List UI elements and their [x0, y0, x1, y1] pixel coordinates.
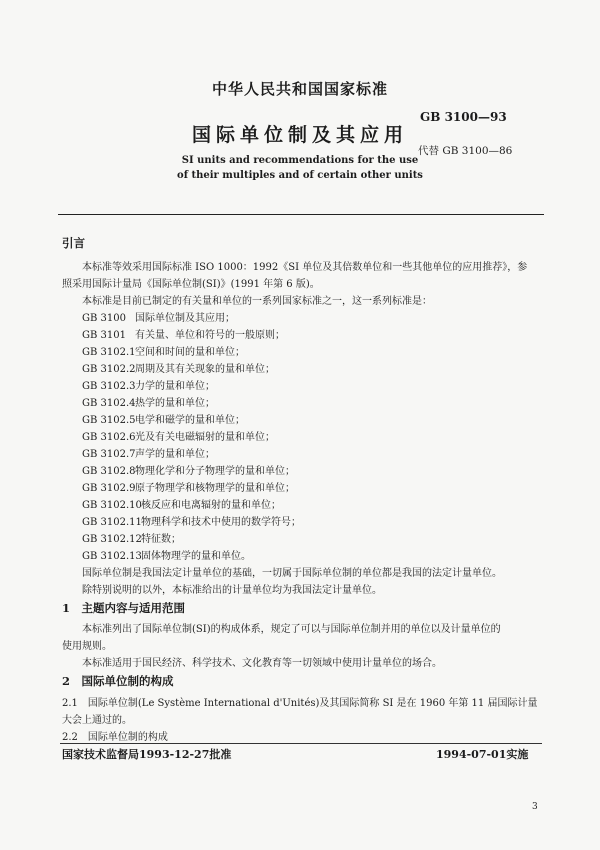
- intro-heading: 引言: [62, 236, 85, 250]
- series-item: [82, 496, 281, 511]
- series-item: [82, 411, 245, 426]
- section-2-1-line-2: 大会上通过的。: [62, 715, 132, 726]
- series-code: GB 3101: [82, 330, 126, 341]
- series-item: [82, 377, 215, 392]
- series-item: [82, 530, 181, 545]
- series-item: [82, 462, 295, 477]
- series-item: [82, 445, 215, 460]
- header-divider: [58, 214, 544, 215]
- section-2-2: 2.2 国际单位制的构成: [62, 732, 168, 743]
- page-number: 3: [532, 802, 538, 812]
- series-name: 固体物理学的量和单位。: [141, 551, 251, 562]
- approval-note: 国家技术监督局1993-12-27批准: [62, 748, 232, 761]
- series-name: 原子物理学和核物理学的量和单位；: [135, 483, 295, 494]
- effective-date: 1994-07-01实施: [436, 748, 529, 761]
- section-2-heading: 2 国际单位制的构成: [62, 674, 174, 688]
- series-code: GB 3102.9: [82, 483, 136, 494]
- series-name: 国际单位制及其应用；: [135, 313, 235, 324]
- series-code: GB 3102.12: [82, 534, 142, 545]
- series-item: [82, 513, 301, 528]
- series-code: GB 3102.13: [82, 551, 142, 562]
- series-item: [82, 547, 251, 562]
- series-item: [82, 428, 275, 443]
- series-item: [82, 479, 295, 494]
- series-item: [82, 343, 245, 358]
- series-code: GB 3102.4: [82, 398, 136, 409]
- series-name: 周期及其有关现象的量和单位；: [135, 364, 275, 375]
- series-code: GB 3102.5: [82, 415, 136, 426]
- section-1-paragraph-1-line-1: 本标准列出了国际单位制(SI)的构成体系，规定了可以与国际单位制并用的单位以及计量单位的: [82, 624, 501, 635]
- series-code: GB 3102.6: [82, 432, 136, 443]
- section-1-paragraph-2: 本标准适用于国民经济、科学技术、文化教育等一切领域中使用计量单位的场合。: [82, 658, 442, 669]
- series-code: GB 3100: [82, 313, 126, 324]
- series-name: 有关量、单位和符号的一般原则；: [135, 330, 285, 341]
- series-code: GB 3102.7: [82, 449, 136, 460]
- series-name: 热学的量和单位；: [135, 398, 215, 409]
- series-name: 声学的量和单位；: [135, 449, 215, 460]
- series-code: GB 3102.3: [82, 381, 136, 392]
- series-item: [82, 360, 275, 375]
- series-code: GB 3102.8: [82, 466, 136, 477]
- intro-paragraph-2: 本标准是目前已制定的有关量和单位的一系列国家标准之一，这一系列标准是：: [82, 296, 432, 307]
- series-name: 物理科学和技术中使用的数学符号；: [141, 517, 301, 528]
- footer-divider: [60, 743, 542, 744]
- series-code: GB 3102.2: [82, 364, 136, 375]
- series-name: 特征数；: [141, 534, 181, 545]
- series-code: GB 3102.10: [82, 500, 142, 511]
- series-name: 力学的量和单位；: [135, 381, 215, 392]
- series-code: GB 3102.1: [82, 347, 136, 358]
- intro-paragraph-1-line-2: 照采用国际计量局《国际单位制(SI)》(1991 年第 6 版)。: [62, 279, 320, 290]
- series-name: 光及有关电磁辐射的量和单位；: [135, 432, 275, 443]
- intro-paragraph-3: 国际单位制是我国法定计量单位的基础，一切属于国际单位制的单位都是我国的法定计量单位。: [82, 568, 502, 579]
- gb-code: GB 3100—93: [420, 110, 507, 124]
- english-title-line-1: SI units and recommendations for the use: [181, 155, 419, 166]
- country-standard-title: 中华人民共和国国家标准: [211, 80, 388, 98]
- replaces-note: 代替 GB 3100—86: [418, 145, 513, 157]
- intro-paragraph-1-line-1: 本标准等效采用国际标准 ISO 1000：1992《SI 单位及其倍数单位和一些其他单位的应用推荐》，参: [82, 262, 528, 273]
- series-item: [82, 394, 215, 409]
- intro-paragraph-4: 除特别说明的以外，本标准给出的计量单位均为我国法定计量单位。: [82, 585, 382, 596]
- section-1-heading: 1 主题内容与适用范围: [62, 601, 186, 615]
- english-title-line-2: of their multiples and of certain other units: [177, 170, 423, 181]
- series-name: 核反应和电离辐射的量和单位；: [141, 500, 281, 511]
- series-name: 空间和时间的量和单位；: [135, 347, 245, 358]
- series-code: GB 3102.11: [82, 517, 142, 528]
- section-2-1-line-1: 2.1 国际单位制(Le Système International d'Unités)及其国际简称 SI 是在 1960 年第 11 届国际计量: [62, 698, 538, 709]
- series-name: 电学和磁学的量和单位；: [135, 415, 245, 426]
- standard-title: 国际单位制及其应用: [191, 124, 408, 146]
- series-item: [82, 309, 235, 324]
- section-1-paragraph-1-line-2: 使用规则。: [62, 641, 112, 652]
- series-name: 物理化学和分子物理学的量和单位；: [135, 466, 295, 477]
- series-item: [82, 326, 285, 341]
